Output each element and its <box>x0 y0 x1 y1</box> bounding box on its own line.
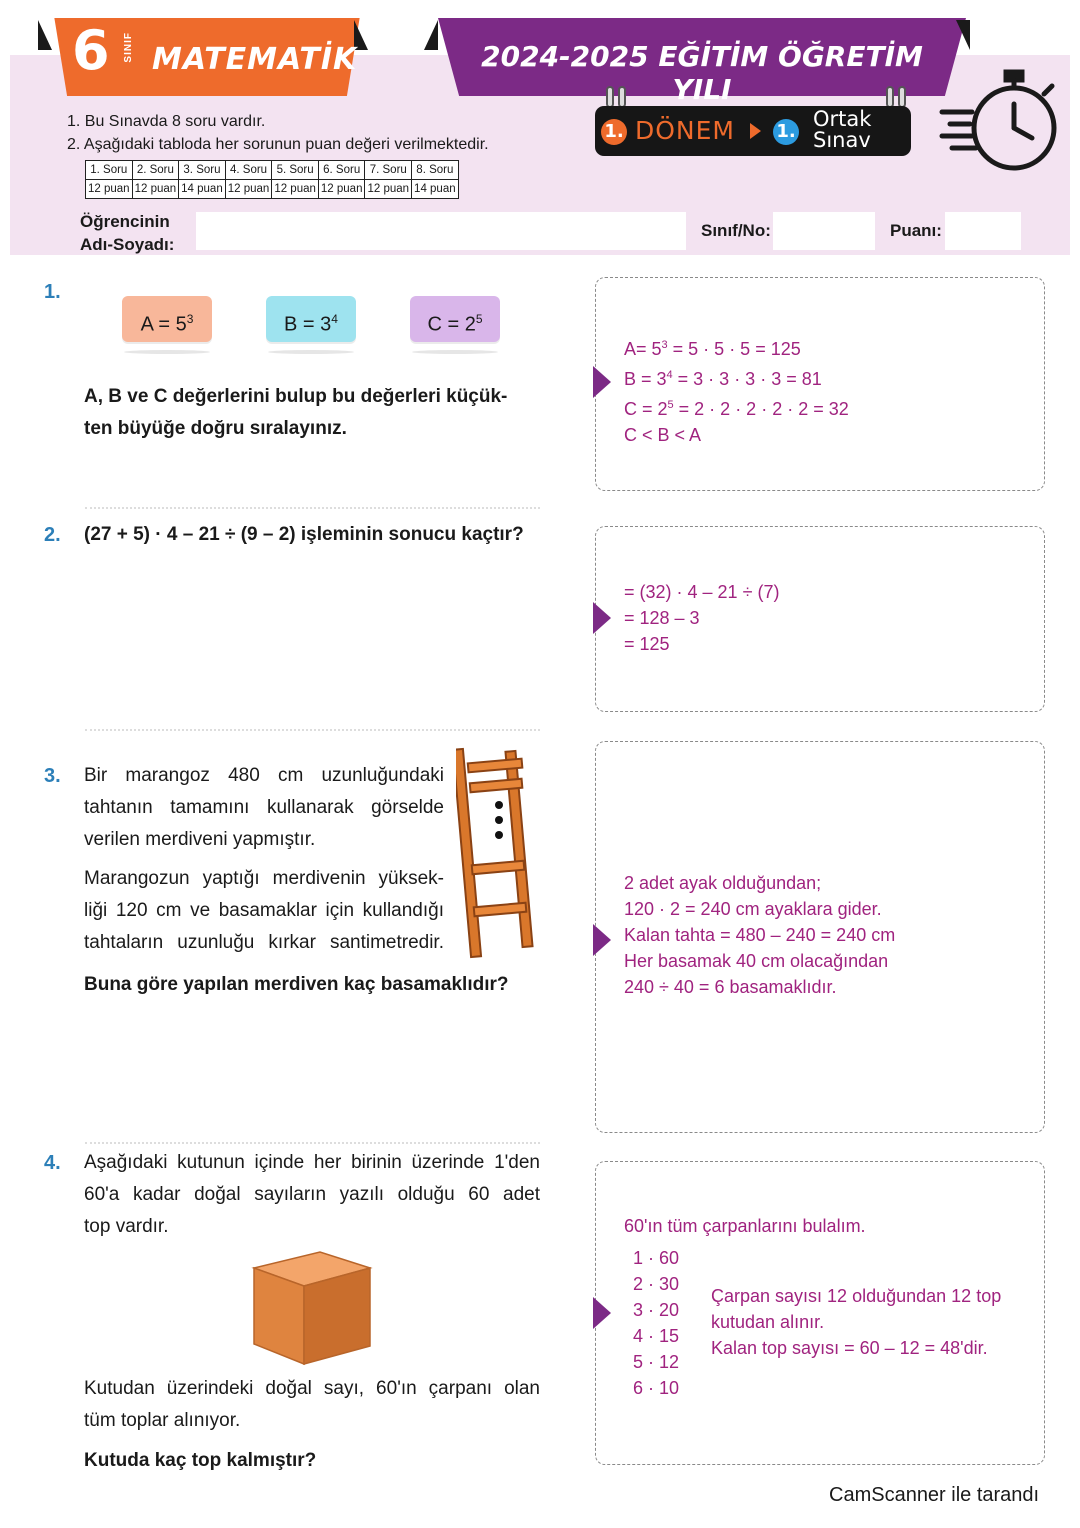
question-4-line: Aşağıdaki kutunun içinde her birinin üzerinde 1'den <box>84 1152 540 1173</box>
class-number-label: Sınıf/No: <box>701 221 771 240</box>
score-table-points-row <box>86 180 459 199</box>
answer-2-line: = 128 – 3 <box>624 608 700 628</box>
chip-c <box>410 296 500 342</box>
grade-number: 6 <box>72 19 110 82</box>
chip-c-base: C = 2 <box>427 313 476 336</box>
points-cell: 12 puan <box>365 180 412 199</box>
question-label-cell: 2. Soru <box>132 161 179 180</box>
answer-2-line: = (32) · 4 – 21 ÷ (7) <box>624 582 780 602</box>
exam-number: 1. <box>773 119 799 145</box>
answer-1-line: C < B < A <box>624 425 702 445</box>
question-4-line: tüm toplar alınıyor. <box>84 1410 241 1431</box>
question-label-cell: 7. Soru <box>365 161 412 180</box>
score-table-header-row <box>86 161 459 180</box>
points-cell: 12 puan <box>272 180 319 199</box>
binder-ring-icon <box>618 86 626 108</box>
rule-line: 1. Bu Sınavda 8 soru vardır. <box>67 113 266 130</box>
term-badge <box>595 106 911 156</box>
answer-3-line: Her basamak 40 cm olacağından <box>624 951 889 971</box>
grade-label: SINIF <box>123 32 134 63</box>
factor-list <box>633 1245 679 1401</box>
question-divider <box>85 1142 540 1144</box>
question-2-number: 2. <box>44 524 61 546</box>
stopwatch-icon <box>938 68 1062 178</box>
question-label-cell: 6. Soru <box>318 161 365 180</box>
points-cell: 12 puan <box>318 180 365 199</box>
factor-pair: 5 · 12 <box>633 1352 680 1372</box>
chip-b-base: B = 3 <box>284 313 332 336</box>
question-3-line: liği 120 cm ve basamaklar için kullandığı <box>84 900 444 921</box>
chip-shadow <box>412 350 498 354</box>
banner-corner-decoration <box>424 20 438 50</box>
chip-shadow <box>268 350 354 354</box>
factor-pair: 6 · 10 <box>633 1378 680 1398</box>
rule-line: 2. Aşağıdaki tabloda her sorunun puan değeri verilmektedir. <box>67 136 489 153</box>
exam-rules <box>67 110 489 156</box>
student-name-label-line1: Öğrencinin <box>80 212 170 231</box>
student-name-label <box>80 210 174 256</box>
question-1-text <box>84 381 540 445</box>
answer-1-line: $A= 5^3 = 5 \cdot 5 \cdot 5 = 125$ <box>624 339 801 359</box>
answer-3-line: Kalan tahta = 480 – 240 = 240 cm <box>624 925 896 945</box>
pointer-icon <box>593 924 611 956</box>
class-number-field[interactable] <box>773 212 875 250</box>
pointer-icon <box>593 366 611 398</box>
score-label: Puanı: <box>890 221 942 240</box>
box-image <box>250 1248 374 1368</box>
pointer-icon <box>593 602 611 634</box>
answer-3-line: 240 ÷ 40 = 6 basamaklıdır. <box>624 977 837 997</box>
exam-label <box>813 109 871 151</box>
answer-1-line: $B = 3^4 = 3 \cdot 3 \cdot 3 \cdot 3 = 81$ <box>624 369 822 389</box>
answer-4-title: 60'ın tüm çarpanlarını bulalım. <box>624 1216 866 1236</box>
question-3-text <box>84 760 444 856</box>
question-1-number: 1. <box>44 281 61 303</box>
exam-label-line1: Ortak <box>813 107 872 131</box>
points-cell: 14 puan <box>179 180 226 199</box>
chip-c-exponent: 5 <box>475 312 483 326</box>
question-4-line: top vardır. <box>84 1216 169 1237</box>
student-name-label-line2: Adı-Soyadı: <box>80 235 175 254</box>
question-3-line: tahtaların uzunluğu kırkar santimetredir. <box>84 932 444 953</box>
chip-a-base: A = 5 <box>140 313 187 336</box>
chip-b <box>266 296 356 342</box>
answer-3 <box>624 870 895 1000</box>
question-3-line: verilen merdiveni yapmıştır. <box>84 829 316 850</box>
chip-shadow <box>124 350 210 354</box>
question-4-line: 60'a kadar doğal sayıların yazılı olduğu 60 adet <box>84 1184 540 1205</box>
question-3-text <box>84 863 444 959</box>
banner-corner-decoration <box>956 20 970 50</box>
factor-pair: 3 · 20 <box>633 1300 680 1320</box>
academic-year: 2024-2025 EĞİTİM ÖĞRETİM YILI <box>481 40 923 106</box>
factor-pair: 1 · 60 <box>633 1248 680 1268</box>
answer-4 <box>711 1283 1001 1361</box>
term-number: 1. <box>601 119 627 145</box>
term-label: DÖNEM <box>635 116 735 145</box>
binder-ring-icon <box>898 86 906 108</box>
question-3-line: tahtanın tamamını kullanarak görselde <box>84 797 444 818</box>
binder-ring-icon <box>606 86 614 108</box>
question-3-question: Buna göre yapılan merdiven kaç basamaklıdır? <box>84 974 509 995</box>
answer-3-line: 120 · 2 = 240 cm ayaklara gider. <box>624 899 882 919</box>
question-3-line: Bir marangoz 480 cm uzunluğundaki <box>84 765 444 786</box>
question-label-cell: 1. Soru <box>86 161 133 180</box>
question-4-text <box>84 1147 540 1243</box>
student-name-field[interactable] <box>196 212 686 250</box>
question-2-prompt: işleminin sonucu kaçtır? <box>295 524 524 545</box>
question-1-line: ten büyüğe doğru sıralayınız. <box>84 418 347 439</box>
question-3-line: Marangozun yaptığı merdivenin yüksek- <box>84 868 444 889</box>
factor-pair: 4 · 15 <box>633 1326 680 1346</box>
factor-pair: 2 · 30 <box>633 1274 680 1294</box>
points-cell: 12 puan <box>225 180 272 199</box>
subject-title: MATEMATİK <box>152 42 358 77</box>
question-2-expression: (27 + 5) · 4 – 21 ÷ (9 – 2) <box>84 524 296 545</box>
answer-2-line: = 125 <box>624 634 670 654</box>
answer-1 <box>624 332 849 448</box>
question-1-line: A, B ve C değerlerini bulup bu değerleri küçük- <box>84 386 508 407</box>
points-cell: 14 puan <box>412 180 459 199</box>
question-4-question: Kutuda kaç top kalmıştır? <box>84 1450 317 1471</box>
binder-ring-icon <box>886 86 894 108</box>
answer-4-line: kutudan alınır. <box>711 1312 825 1332</box>
score-table <box>85 160 459 199</box>
question-divider <box>85 729 540 731</box>
chip-b-exponent: 4 <box>331 312 338 326</box>
answer-4-line: Kalan top sayısı = 60 – 12 = 48'dir. <box>711 1338 988 1358</box>
question-label-cell: 4. Soru <box>225 161 272 180</box>
exam-label-line2: Sınav <box>813 128 871 152</box>
question-label-cell: 8. Soru <box>412 161 459 180</box>
question-4-line: Kutudan üzerindeki doğal sayı, 60'ın çarpanı olan <box>84 1378 540 1399</box>
question-divider <box>85 507 540 509</box>
question-label-cell: 5. Soru <box>272 161 319 180</box>
points-cell: 12 puan <box>86 180 133 199</box>
answer-4-line: Çarpan sayısı 12 olduğundan 12 top <box>711 1286 1002 1306</box>
answer-3-line: 2 adet ayak olduğundan; <box>624 873 822 893</box>
ladder-image <box>456 745 542 960</box>
scanner-watermark: CamScanner ile tarandı <box>829 1484 1040 1506</box>
question-4-number: 4. <box>44 1152 61 1174</box>
question-label-cell: 3. Soru <box>179 161 226 180</box>
score-field[interactable] <box>945 212 1021 250</box>
answer-2 <box>624 579 779 657</box>
arrow-right-icon <box>750 123 761 139</box>
question-2-text <box>84 519 544 551</box>
question-3-number: 3. <box>44 765 61 787</box>
question-4-text <box>84 1373 540 1437</box>
points-cell: 12 puan <box>132 180 179 199</box>
banner-corner-decoration <box>38 20 52 50</box>
answer-1-line: $C = 2^5 = 2 \cdot 2 \cdot 2 \cdot 2 \cdot 2 = 32$ <box>624 399 849 419</box>
pointer-icon <box>593 1297 611 1329</box>
chip-a <box>122 296 212 342</box>
chip-a-exponent: 3 <box>186 312 194 326</box>
